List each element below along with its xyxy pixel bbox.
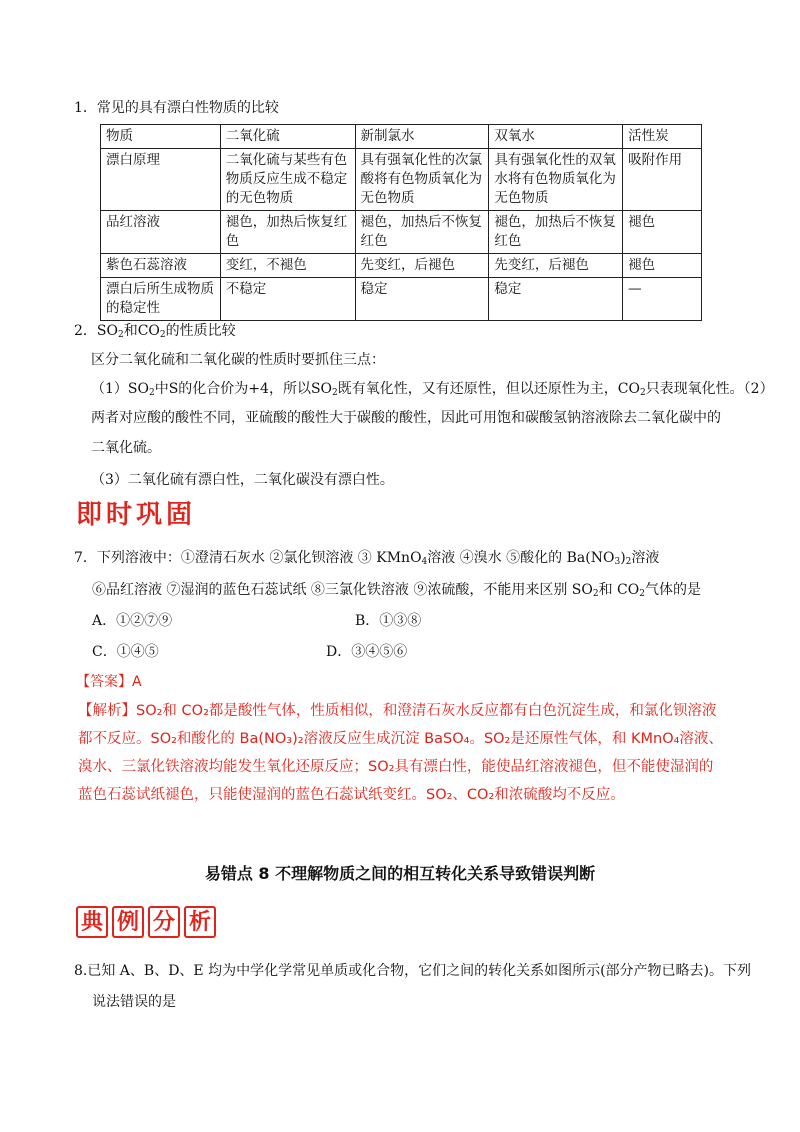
table-cell: 具有强氧化性的次氯酸将有色物质氧化为无色物质 [355,149,489,211]
table-cell: 褪色 [623,211,702,254]
section-2-paragraph: 两者对应酸的酸性不同，亚硫酸的酸性大于碳酸的酸性，因此可用饱和碳酸氢钠溶液除去二氧化碳中的 [91,410,721,426]
section-2-paragraph [91,379,774,399]
table-header-row [101,125,702,149]
text-fragment: 和 CO [598,582,640,598]
table-cell: 漂白原理 [101,149,221,211]
stamp-char: 析 [184,906,216,938]
comparison-table [100,124,702,321]
text-fragment: 中S的化合价为+4，所以SO [154,381,333,397]
table-cell: 先变红，后褪色 [489,254,623,278]
option-d: D．③④⑤⑥ [326,644,408,660]
section-2-paragraph: 二氧化硫。 [91,440,161,456]
subscript: 2 [332,388,338,398]
table-row [101,149,702,211]
subscript: 2 [159,330,166,340]
subscript: 2 [117,330,124,340]
table-cell: 褪色 [623,254,702,278]
table-header-cell: 双氧水 [489,125,623,149]
table-header-cell: 活性炭 [623,125,702,149]
subscript: 2 [639,388,646,398]
table-cell: 二氧化硫与某些有色物质反应生成不稳定的无色物质 [220,149,355,211]
table-row [101,254,702,278]
table-cell: 品红溶液 [101,211,221,254]
option-b: B．①③⑧ [355,613,422,629]
table-cell: 紫色石蕊溶液 [101,254,221,278]
stamp-char: 典 [76,906,108,938]
section-1-title: 1．常见的具有漂白性物质的比较 [74,100,279,116]
question-8-line: 说法错误的是 [92,994,176,1010]
table-header-cell: 物质 [101,125,221,149]
section-2-intro: 区分二氧化硫和二氧化碳的性质时要抓住三点： [91,352,385,368]
section-2-paragraph: （3）二氧化硫有漂白性，二氧化碳没有漂白性。 [91,472,394,488]
table-cell: — [623,278,702,321]
table-cell: 稳定 [355,278,489,321]
table-cell: 吸附作用 [623,149,702,211]
option-c: C．①④⑤ [92,644,159,660]
table-cell: 具有强氧化性的双氧水将有色物质氧化为无色物质 [489,149,623,211]
option-a: A．①②⑦⑨ [92,613,173,629]
table-cell: 变红，不褪色 [220,254,355,278]
subscript: 3 [614,557,621,567]
table-header-cell: 二氧化硫 [220,125,355,149]
table-row [101,278,702,321]
text-fragment: ) [620,550,626,566]
question-8-line: 8.已知 A、B、D、E 均为中学化学常见单质或化合物，它们之间的转化关系如图所示(部分产物已略去)。下列 [74,963,752,979]
section-2-title [74,321,236,341]
text-fragment: 溶液 [631,550,660,566]
subscript: 2 [639,589,645,599]
question-7-line [74,548,659,568]
table-cell: 漂白后所生成物质的稳定性 [101,278,221,321]
text-fragment: 的性质比较 [165,323,236,339]
section-stamp-title: 即时巩固 [76,500,197,530]
subscript: 4 [421,557,428,567]
stamp-char: 例 [112,906,144,938]
table-cell: 先变红，后褪色 [355,254,489,278]
table-row [101,211,702,254]
text-fragment: 溶液 ④溴水 ⑤酸化的 Ba(NO [427,550,615,566]
section-stamp-example [76,906,220,938]
table-cell: 稳定 [489,278,623,321]
table-cell: 不稳定 [220,278,355,321]
subscript: 2 [148,388,155,398]
text-fragment: 只表现氧化性。（2） [645,381,774,397]
text-fragment: ⑥品红溶液 ⑦湿润的蓝色石蕊试纸 ⑧三氯化铁溶液 ⑨浓硫酸，不能用来区别 SO [92,582,593,598]
subscript: 2 [592,589,599,599]
text-fragment: （1）SO [91,381,149,397]
text-fragment: 2．SO [74,323,118,339]
table-header-cell: 新制氯水 [355,125,489,149]
text-fragment: 气体的是 [644,582,701,598]
section-heading: 易错点 8 不理解物质之间的相互转化关系导致错误判断 [204,864,596,883]
text-fragment: 和CO [123,323,160,339]
table-cell: 褪色，加热后恢复红色 [220,211,355,254]
subscript: 2 [625,557,632,567]
text-fragment: 7．下列溶液中：①澄清石灰水 ②氯化钡溶液 ③ KMnO [74,550,422,566]
question-7-line [92,580,701,600]
table-cell: 褪色，加热后不恢复红色 [489,211,623,254]
stamp-char: 分 [148,906,180,938]
answer-label: 【答案】A [76,674,142,690]
analysis-paragraph: 【解析】SO₂和 CO₂都是酸性气体，性质相似，和澄清石灰水反应都有白色沉淀生成，和氯化钡溶液都不反应。SO₂和酸化的 Ba(NO₃)₂溶液反应生成沉淀 BaSO₄。SO₂是还原性气体，和 KMnO₄溶液、溴水、三氯化铁溶液均能发生氧化还原反应；SO₂具有漂白性，能使品红溶液褪色，但不能使湿润的蓝色石蕊试纸褪色，只能使湿润的蓝色石蕊试纸变红。SO₂、CO₂和浓硫酸均不反应。 [78,703,723,803]
text-fragment: 既有氧化性，又有还原性，但以还原性为主，CO [337,381,640,397]
table-cell: 褪色，加热后不恢复红色 [355,211,489,254]
